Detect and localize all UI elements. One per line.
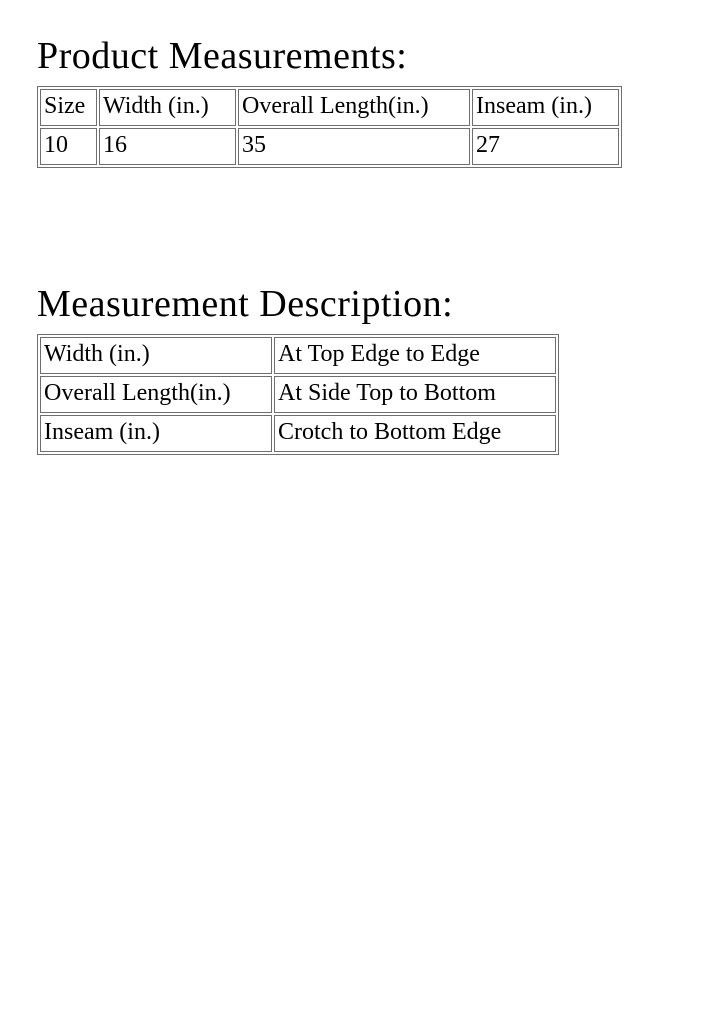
measurement-description-row — [40, 415, 556, 452]
cell-inseam-value: 27 — [472, 128, 619, 165]
document-page — [0, 0, 723, 455]
measurement-description-row — [40, 337, 556, 374]
cell-measure-desc-inseam: Crotch to Bottom Edge — [274, 415, 556, 452]
measurement-description-table — [37, 334, 559, 455]
product-measurements-heading: Product Measurements: — [37, 35, 408, 77]
column-header-size: Size — [40, 89, 97, 126]
product-measurements-data-row — [40, 128, 619, 165]
column-header-inseam: Inseam (in.) — [472, 89, 619, 126]
cell-measure-name-overall-length: Overall Length(in.) — [40, 376, 272, 413]
measurement-description-heading: Measurement Description: — [37, 282, 454, 325]
cell-measure-desc-overall-length: At Side Top to Bottom — [274, 376, 556, 413]
measurement-description-row — [40, 376, 556, 413]
cell-overall-length-value: 35 — [238, 128, 470, 165]
column-header-overall-length: Overall Length(in.) — [238, 89, 470, 126]
cell-measure-name-inseam: Inseam (in.) — [40, 415, 272, 452]
column-header-width: Width (in.) — [99, 89, 236, 126]
cell-measure-name-width: Width (in.) — [40, 337, 272, 374]
cell-width-value: 16 — [99, 128, 236, 165]
product-measurements-table — [37, 86, 622, 168]
product-measurements-header-row — [40, 89, 619, 126]
cell-measure-desc-width: At Top Edge to Edge — [274, 337, 556, 374]
cell-size-value: 10 — [40, 128, 97, 165]
